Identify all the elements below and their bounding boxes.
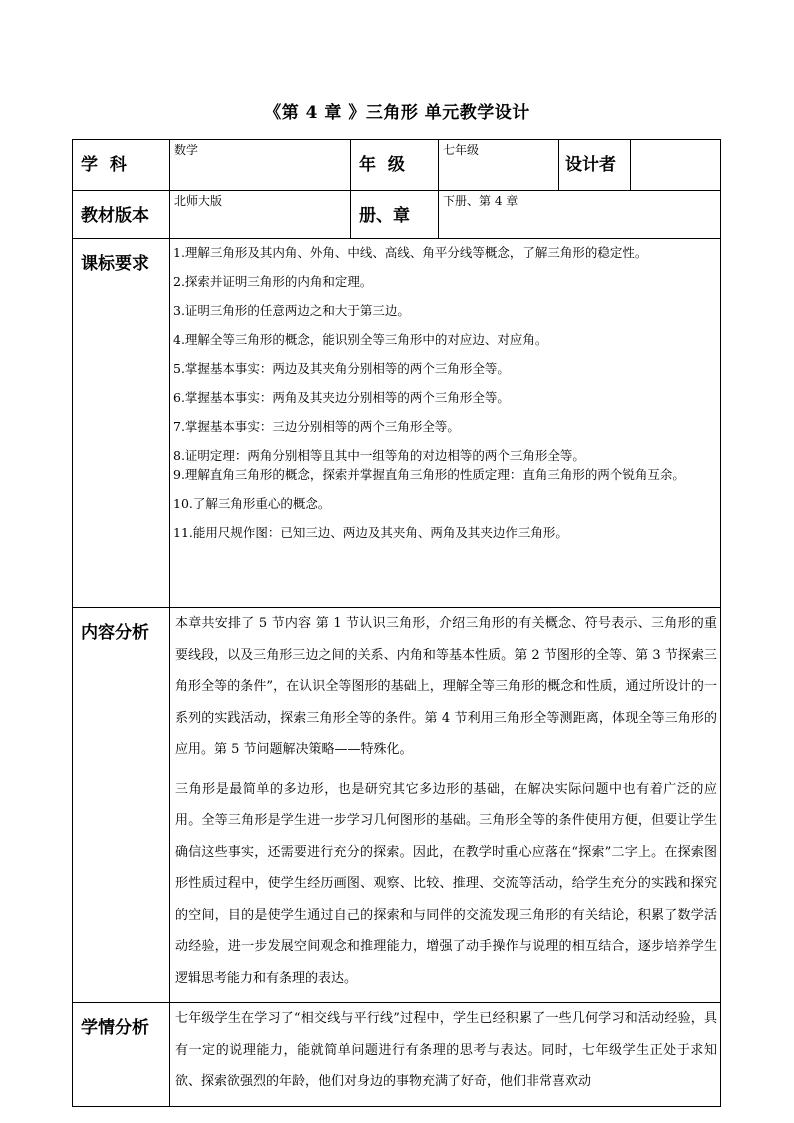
grade-label-cell: [351, 140, 439, 191]
standards-list: [170, 239, 720, 542]
standards-item: 3.证明三角形的任意两边之和大于第三边。: [173, 303, 410, 318]
standards-item: 2.探索并证明三角形的内角和定理。: [173, 274, 373, 289]
lesson-plan-table: [72, 139, 721, 1107]
designer-value: [631, 140, 721, 191]
student-analysis-body: [170, 1003, 721, 1107]
designer-label: 设计者: [565, 155, 616, 175]
content-label-cell: [73, 608, 170, 1003]
standards-item: 4.理解全等三角形的概念，能识别全等三角形中的对应边、对应角。: [173, 332, 548, 347]
standards-item: 11.能用尺规作图：已知三边、两边及其夹角、两角及其夹边作三角形。: [173, 525, 568, 540]
students-label: 学情分析: [81, 1018, 149, 1038]
designer-label-cell: [559, 140, 631, 191]
students-label-cell: [73, 1003, 170, 1107]
grade-label: 年 级: [359, 155, 405, 175]
standards-content: [170, 239, 721, 608]
content-analysis-row: [73, 608, 721, 1003]
subject-label-cell: [73, 140, 170, 191]
standards-row: [73, 239, 721, 608]
standards-item: 8.证明定理：两角分别相等且其中一组等角的对边相等的两个三角形全等。: [173, 448, 585, 463]
volume-label-cell: [351, 191, 439, 239]
content-analysis-body: [170, 608, 721, 1003]
volume-value: 下册、第 4 章: [439, 191, 721, 239]
document-title: 《第 4 章 》三角形 单元教学设计: [264, 103, 530, 123]
standards-item: 1.理解三角形及其内角、外角、中线、高线、角平分线等概念，了解三角形的稳定性。: [173, 245, 648, 260]
edition-label-cell: [73, 191, 170, 239]
edition-value: 北师大版: [170, 191, 351, 239]
subject-label: 学 科: [81, 155, 127, 175]
standards-item: 10.了解三角形重心的概念。: [173, 496, 331, 511]
standards-item: 9.理解直角三角形的概念，探索并掌握直角三角形的性质定理：直角三角形的两个锐角互余。: [173, 467, 685, 482]
content-paragraph: 本章共安排了 5 节内容 第 1 节认识三角形，介绍三角形的有关概念、符号表示、三角形的重要线段，以及三角形三边之间的关系、内角和等基本性质。第 2 节图形的全等、第 3 节探索三角形全等的条件”，在认识全等图形的基础上，理解全等三角形的概念和性质，通过所设计的一系列的实践活动，探索三角形全等的条件。第 4 节利用三角形全等测距离，体现全等三角形的应用。第 5 节问题解决策略——特殊化。: [175, 616, 717, 757]
standards-item: 6.掌握基本事实：两角及其夹边分别相等的两个三角形全等。: [173, 390, 510, 405]
content-paragraph: 三角形是最简单的多边形，也是研究其它多边形的基础，在解决实际问题中也有着广泛的应用。全等三角形是学生进一步学习几何图形的基础。三角形全等的条件使用方便，但要让学生确信这些事实，还需要进行充分的探索。因此，在教学时重心应落在“探索”二字上。在探索图形性质过程中，使学生经历画图、观察、比较、推理、交流等活动，给学生充分的实践和探究的空间，目的是使学生通过自己的探索和与同伴的交流发现三角形的有关结论，积累了数学活动经验，进一步发展空间观念和推理能力，增强了动手操作与说理的相互结合，逐步培养学生逻辑思考能力和有条理的表达。: [175, 781, 717, 986]
header-row-edition: [73, 191, 721, 239]
edition-label: 教材版本: [81, 206, 149, 226]
subject-value: 数学: [170, 140, 351, 191]
standards-label-cell: [73, 239, 170, 608]
student-analysis-row: [73, 1003, 721, 1107]
students-paragraph: 七年级学生在学习了“相交线与平行线”过程中，学生已经积累了一些几何学习和活动经验，具有一定的说理能力，能就简单问题进行有条理的思考与表达。同时，七年级学生正处于求知欲、探索欲强烈的年龄，他们对身边的事物充满了好奇，他们非常喜欢动: [175, 1011, 717, 1089]
standards-label: 课标要求: [81, 254, 149, 274]
volume-label: 册、章: [359, 206, 410, 226]
grade-value: 七年级: [439, 140, 559, 191]
content-label: 内容分析: [81, 623, 149, 643]
standards-item: 7.掌握基本事实：三边分别相等的两个三角形全等。: [173, 419, 460, 434]
standards-item: 5.掌握基本事实：两边及其夹角分别相等的两个三角形全等。: [173, 361, 510, 376]
header-row-subject: [73, 140, 721, 191]
